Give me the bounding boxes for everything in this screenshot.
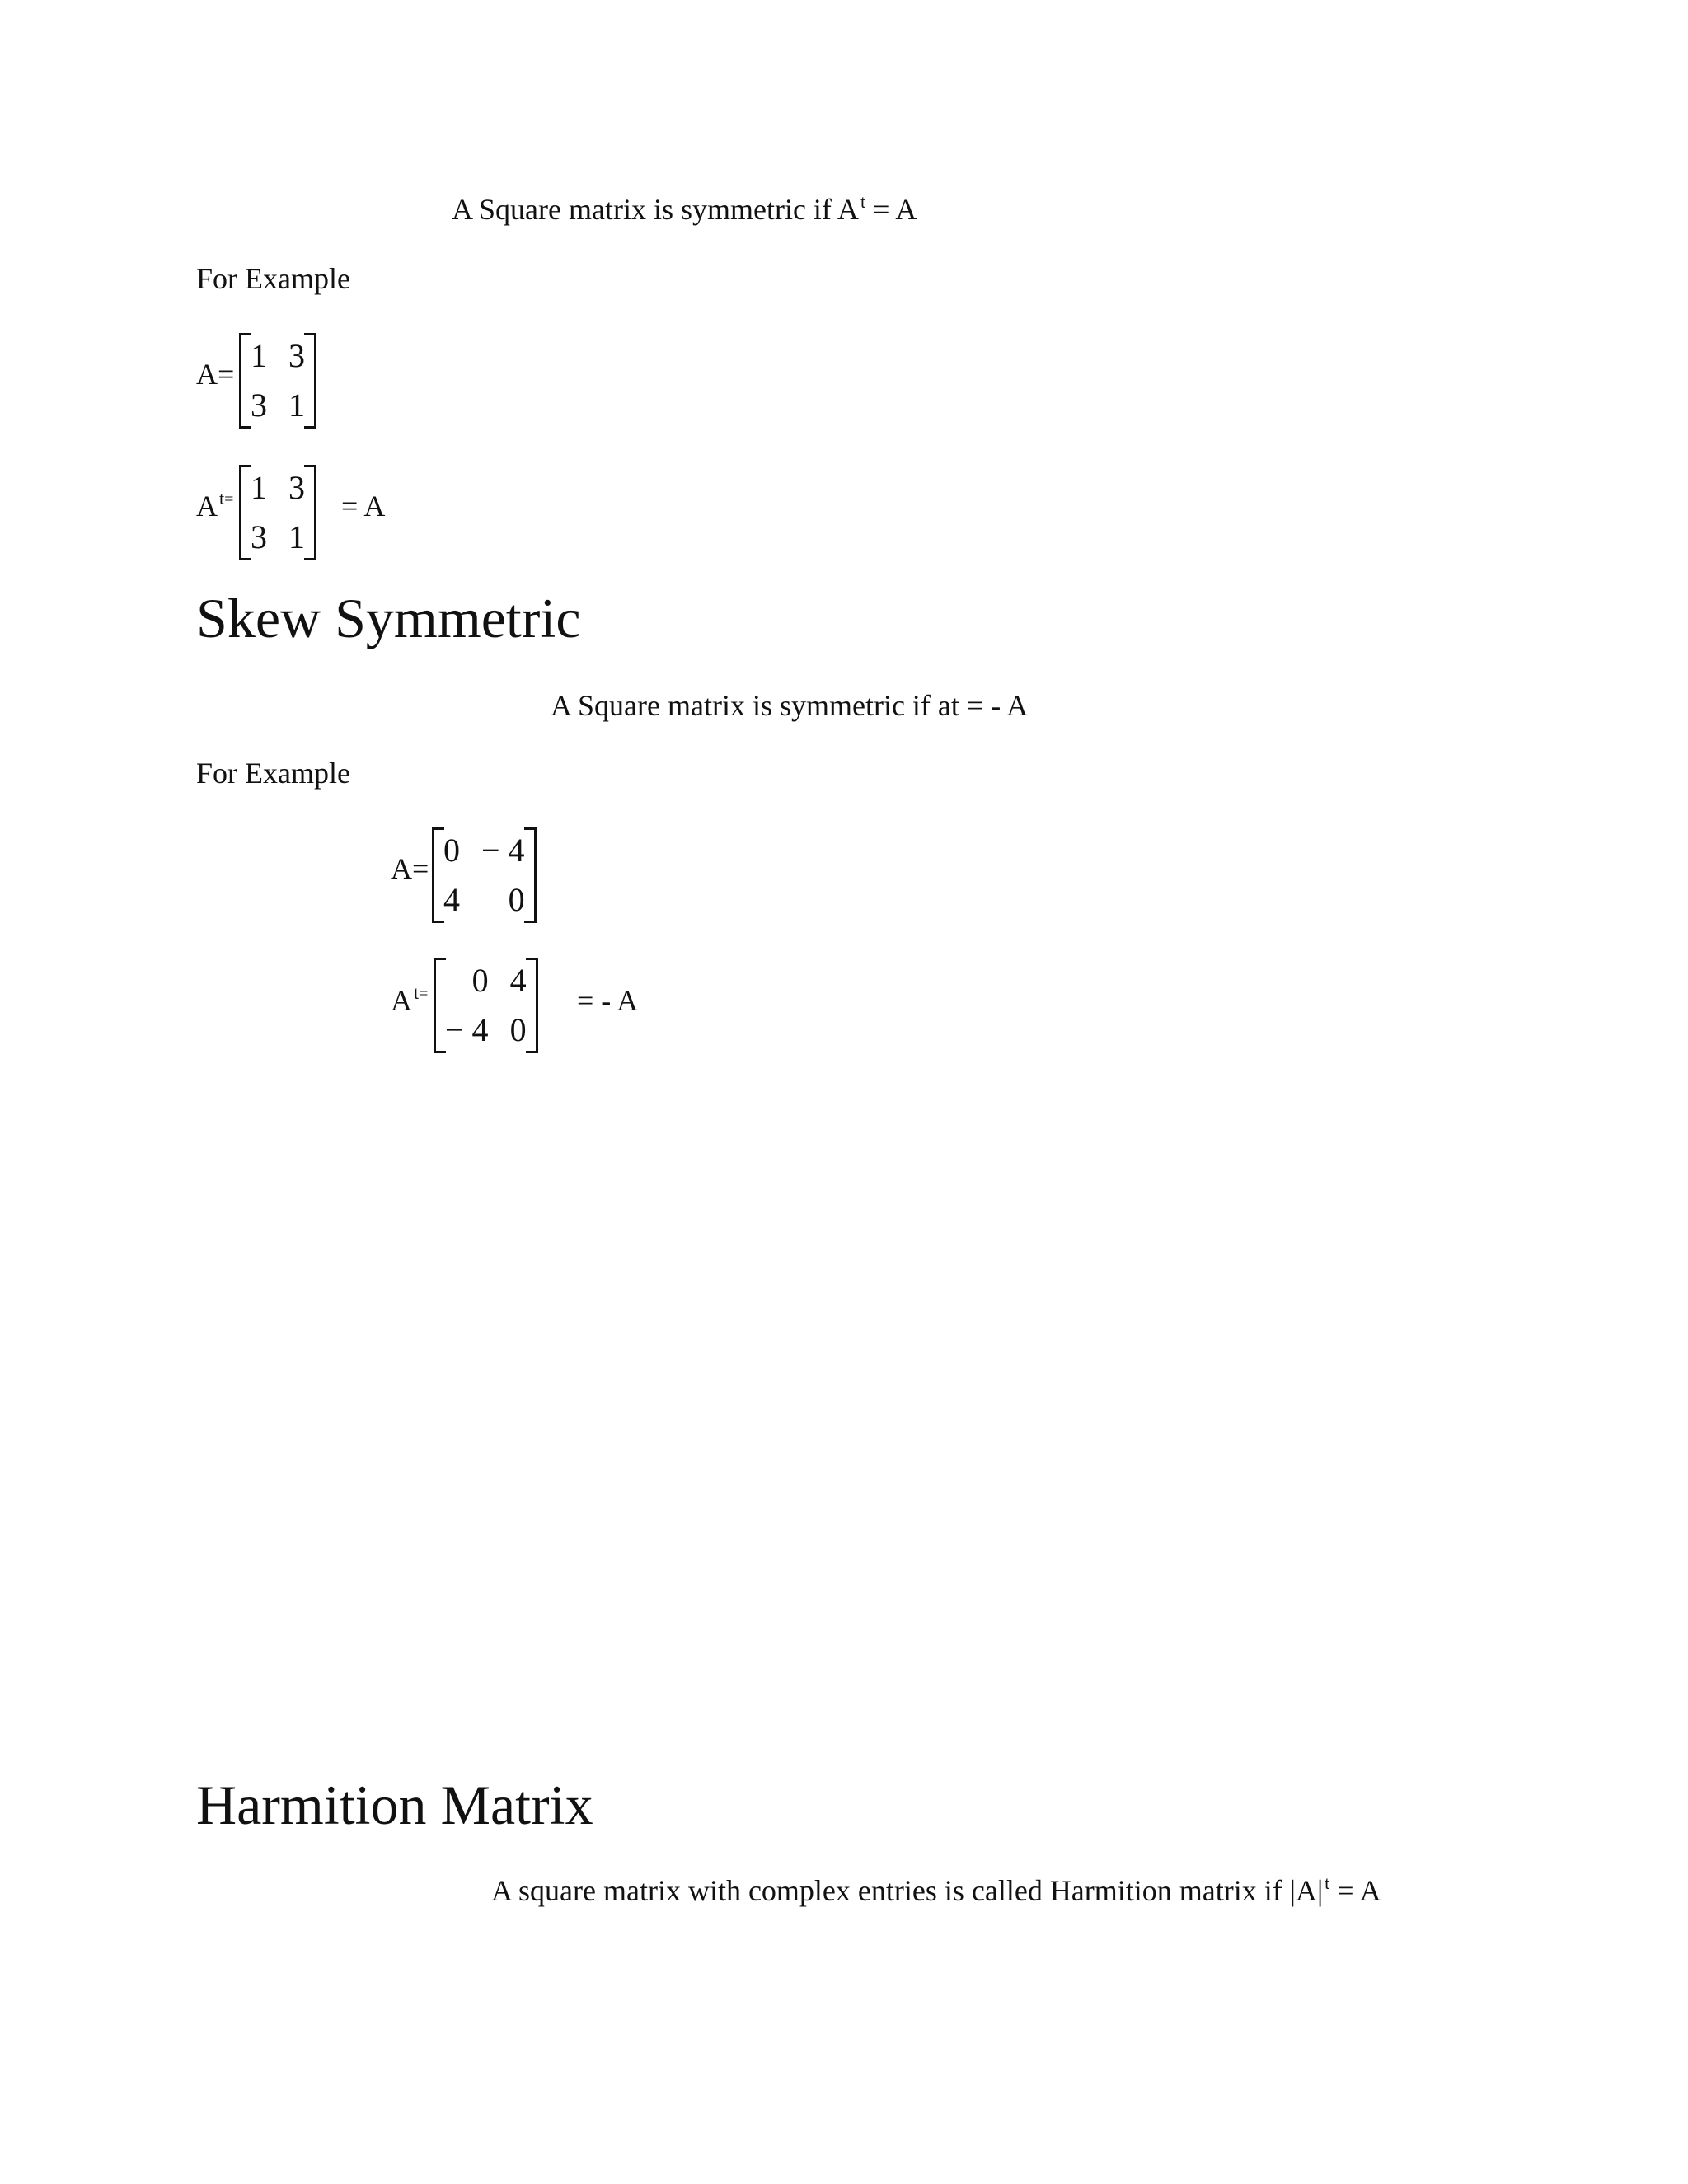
matrix-at-letter: A [196, 490, 218, 523]
for-example-label: For Example [196, 757, 350, 790]
matrix-cell: 3 [251, 387, 267, 424]
transpose-superscript: t [219, 488, 225, 509]
matrix-a [239, 333, 316, 429]
matrix-cell: 4 [509, 962, 527, 999]
matrix-cell: 3 [288, 337, 305, 374]
equals-sign: = [224, 490, 234, 509]
matrix-cell: 0 [508, 881, 525, 918]
matrix-cell: − 4 [445, 1011, 489, 1048]
transpose-superscript: t [1325, 1872, 1330, 1893]
matrix-cell: 0 [509, 1011, 527, 1048]
matrix-at-letter: A [391, 984, 412, 1017]
for-example-label: For Example [196, 262, 350, 295]
skew-matrix-a-label: A= [391, 852, 429, 885]
matrix-cell: − 4 [481, 832, 525, 869]
matrix-at-result: = A [341, 490, 386, 523]
matrix-at [239, 465, 316, 560]
matrix-cell: 1 [251, 469, 267, 506]
transpose-superscript: t [414, 982, 420, 1003]
skew-matrix-at-result: = - A [577, 984, 639, 1017]
harmition-definition [491, 1872, 1381, 1907]
symmetric-definition-equals: = A [865, 193, 917, 226]
symmetric-definition-text: A Square matrix is symmetric if A [452, 193, 859, 226]
matrix-a-label: A= [196, 358, 235, 391]
transpose-superscript: t [860, 191, 866, 212]
skew-definition: A Square matrix is symmetric if at = - A [551, 689, 1029, 722]
matrix-at-label [196, 488, 234, 523]
harmition-definition-text: A square matrix with complex entries is called Harmition matrix if |A| [491, 1874, 1324, 1907]
matrix-cell: 4 [443, 881, 460, 918]
skew-matrix-at-label [391, 982, 429, 1017]
matrix-cell: 1 [288, 387, 305, 424]
symmetric-definition [452, 191, 917, 226]
matrix-cell: 1 [251, 337, 267, 374]
skew-matrix-at [434, 958, 538, 1053]
skew-symmetric-heading: Skew Symmetric [196, 587, 581, 649]
harmition-definition-equals: = A [1329, 1874, 1381, 1907]
matrix-cell: 3 [251, 518, 267, 555]
matrix-cell: 3 [288, 469, 305, 506]
matrix-cell: 0 [443, 832, 460, 869]
matrix-cell: 0 [471, 962, 489, 999]
skew-matrix-a [432, 827, 537, 923]
equals-sign: = [419, 985, 429, 1003]
matrix-cell: 1 [288, 518, 305, 555]
harmition-matrix-heading: Harmition Matrix [196, 1774, 593, 1836]
